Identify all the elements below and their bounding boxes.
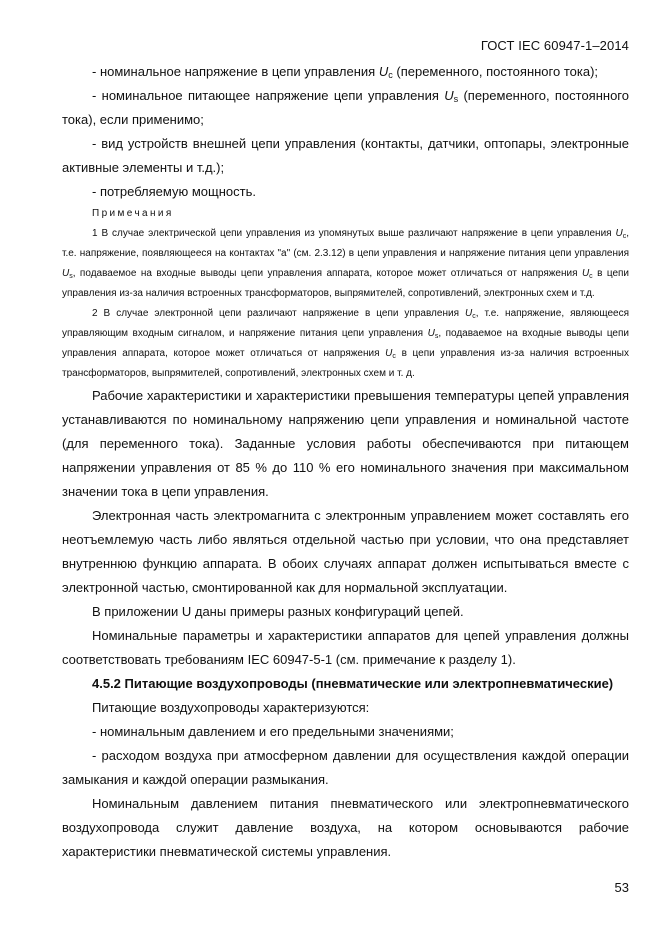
page-number: 53 <box>614 880 629 895</box>
section-intro: Питающие воздухопроводы характеризуются: <box>92 700 370 715</box>
paragraph-operating-characteristics: Рабочие характеристики и характеристики превышения температуры цепей управления устанавливаются по номинальному напряжению цепи управления и номинальной частоте (для переменного тока). Заданные условия работы обеспечиваются при питающем напряжении управления от 85 % до 110 % его номинального значения при максимальном значении тока в цепи управления. <box>62 388 629 499</box>
list-item-control-voltage: - номинальное напряжение в цепи управления $U_c$ (переменного, постоянного тока); <box>92 64 599 80</box>
note-1: 1 В случае электрической цепи управления из упомянутых выше различают напряжение в цепи управления $U_c$, т.е. напряжение, появляющееся на контактах "a" (см. 2.3.12) в цепи управления и напряжение питания цепи управления $U_s$, подаваемое на входные выводы цепи управления аппарата, которое может отличаться от напряжения $U_c$ в цепи управления из-за наличия встроенных трансформаторов, выпрямителей, сопротивлений, электронных схем и т.д. <box>62 228 630 299</box>
list-item-supply-voltage: - номинальное питающее напряжение цепи управления $U_s$ (переменного, постоянного тока), если применимо; <box>62 88 629 127</box>
notes-heading: Примечания <box>92 208 174 219</box>
section-heading <box>62 672 629 696</box>
paragraph-rated-pressure: Номинальным давлением питания пневматического или электропневматического воздухопровода служит давление воздуха, на котором основываются рабочие характеристики пневматической системы управления. <box>62 796 629 859</box>
list-item-power: - потребляемую мощность. <box>92 184 256 199</box>
note-2: 2 В случае электронной цепи различают напряжение в цепи управления $U_c$, т.е. напряжение, являющееся управляющим входным сигналом, и напряжение питания цепи управления $U_s$, подаваемое на входные выводы цепи управления аппарата, которое может отличаться от напряжения $U_c$ в цепи управления из-за наличия встроенных трансформаторов, выпрямителей, сопротивлений, электронных схем и т. д. <box>62 308 629 379</box>
paragraph-ratings: Номинальные параметры и характеристики аппаратов для цепей управления должны соответствовать требованиям IEC 60947-5-1 (см. примечание к разделу 1). <box>62 628 629 667</box>
paragraph-annex-u: В приложении U даны примеры разных конфигураций цепей. <box>92 604 464 619</box>
list-item-air-flow: - расходом воздуха при атмосферном давлении для осуществления каждой операции замыкания и каждой операции размыкания. <box>62 748 629 787</box>
paragraph-electronic-part: Электронная часть электромагнита с электронным управлением может составлять его неотъемлемую часть либо являться отдельной частью при условии, что она представляет внутреннюю функцию аппарата. В обоих случаях аппарат должен испытываться вместе с электронной частью, смонтированной как для нормальной эксплуатации. <box>62 508 629 595</box>
section-title: Питающие воздухопроводы (пневматические или электропневматические) <box>124 676 614 691</box>
document-id: ГОСТ IEC 60947-1–2014 <box>480 38 629 53</box>
list-item-pressure: - номинальным давлением и его предельными значениями; <box>92 724 454 739</box>
list-item-device-type: - вид устройств внешней цепи управления (контакты, датчики, оптопары, электронные активные элементы и т.д.); <box>62 136 629 175</box>
section-number: 4.5.2 <box>92 676 121 691</box>
page-content <box>62 60 629 864</box>
